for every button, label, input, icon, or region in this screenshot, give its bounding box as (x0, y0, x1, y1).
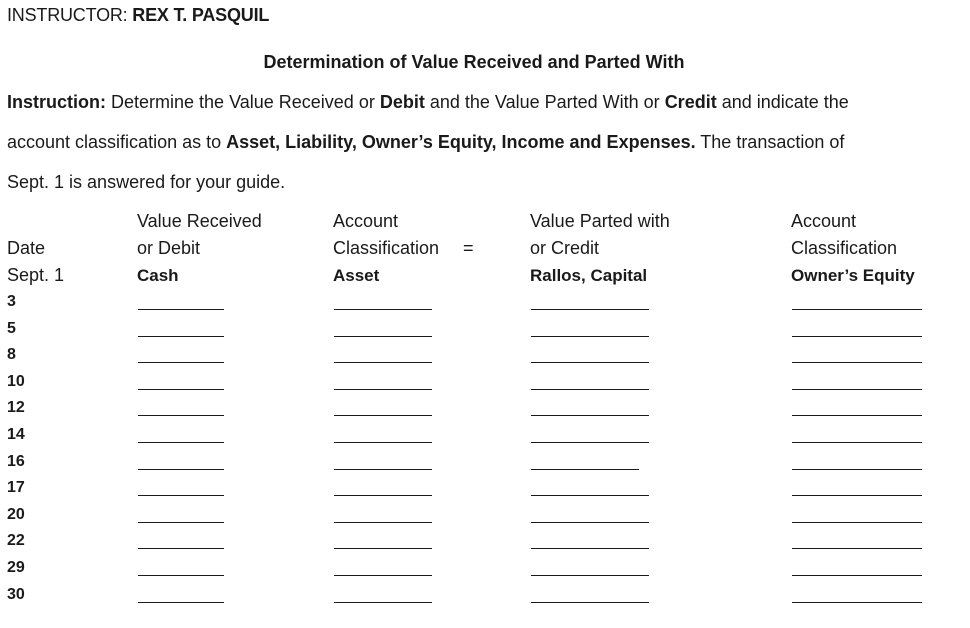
credit-blank (531, 415, 649, 416)
instructor-name: REX T. PASQUIL (132, 5, 270, 25)
row-date: 5 (7, 319, 16, 337)
account-classification-header-line1: Account (791, 211, 857, 231)
credit-blank (531, 309, 649, 310)
value-received-header-line1: Value Received (137, 211, 262, 231)
credit-classification-blank (792, 415, 922, 416)
debit-classification-blank (334, 495, 432, 496)
debit-blank (138, 336, 224, 337)
classification-list: Asset, Liability, Owner’s Equity, Income and Expenses. (226, 132, 696, 152)
instruction-text: and the Value Parted With or (429, 92, 660, 112)
debit-blank (138, 495, 224, 496)
instruction-text: account classification as to (7, 132, 222, 152)
credit-blank (531, 442, 649, 443)
debit-blank (138, 442, 224, 443)
debit-blank (138, 522, 224, 523)
debit-classification-blank (334, 575, 432, 576)
row-date: 30 (7, 585, 25, 603)
row-date: 22 (7, 532, 25, 550)
debit-classification-blank (334, 336, 432, 337)
row-date: 16 (7, 452, 25, 470)
equals-sign: = (463, 238, 474, 258)
credit-classification-blank (792, 442, 922, 443)
row-date: 12 (7, 399, 25, 417)
credit-blank (531, 362, 649, 363)
value-parted-header-line2: or Credit (530, 238, 600, 258)
date-header: Date (7, 238, 46, 258)
instruction-line-3: Sept. 1 is answered for your guide. (7, 172, 286, 192)
credit-blank (531, 389, 649, 390)
credit-classification-blank (792, 469, 922, 470)
account-classification-header-line2: Classification (333, 238, 440, 258)
value-received-header-line2: or Debit (137, 238, 201, 258)
row-date: 17 (7, 479, 25, 497)
debit-classification-blank (334, 548, 432, 549)
row-date: 10 (7, 372, 25, 390)
debit-classification-blank (334, 442, 432, 443)
debit-classification-blank (334, 309, 432, 310)
page-title: Determination of Value Received and Parted With (263, 52, 685, 72)
instructor-line (7, 5, 269, 26)
debit-blank (138, 575, 224, 576)
account-classification-header-line2: Classification (791, 238, 898, 258)
credit-classification-blank (792, 309, 922, 310)
credit-blank (531, 602, 649, 603)
debit-blank (138, 362, 224, 363)
debit-classification-blank (334, 602, 432, 603)
row-date: 29 (7, 559, 25, 576)
example-debit-classification: Asset (333, 266, 380, 285)
credit-classification-blank (792, 495, 922, 496)
credit-blank (531, 469, 639, 470)
credit-classification-blank (792, 522, 922, 523)
row-date: 20 (7, 505, 25, 523)
example-date: Sept. 1 (7, 265, 65, 285)
credit-classification-blank (792, 548, 922, 549)
debit-blank (138, 602, 224, 603)
instruction-text: Determine the Value Received or (111, 92, 375, 112)
example-debit: Cash (137, 266, 179, 285)
instruction-line-1 (7, 92, 849, 113)
credit-classification-blank (792, 602, 922, 603)
credit-blank (531, 336, 649, 337)
credit-blank (531, 548, 649, 549)
credit-blank (531, 575, 649, 576)
account-classification-header-line1: Account (333, 211, 399, 231)
credit-classification-blank (792, 362, 922, 363)
debit-blank (138, 415, 224, 416)
instruction-text: The transaction of (700, 132, 845, 152)
instruction-text: and indicate the (721, 92, 849, 112)
debit-term: Debit (379, 92, 425, 112)
credit-classification-blank (792, 336, 922, 337)
example-credit-classification: Owner’s Equity (791, 266, 915, 285)
row-date: 3 (7, 293, 16, 310)
debit-blank (138, 309, 224, 310)
instructor-label: INSTRUCTOR: (7, 5, 128, 25)
debit-blank (138, 548, 224, 549)
credit-term: Credit (664, 92, 717, 112)
debit-classification-blank (334, 415, 432, 416)
row-date: 14 (7, 426, 25, 443)
row-date: 8 (7, 346, 16, 364)
credit-blank (531, 495, 649, 496)
debit-classification-blank (334, 469, 432, 470)
instruction-label: Instruction: (7, 92, 106, 112)
credit-classification-blank (792, 389, 922, 390)
credit-blank (531, 522, 649, 523)
debit-classification-blank (334, 389, 432, 390)
debit-blank (138, 389, 224, 390)
debit-blank (138, 469, 224, 470)
value-parted-header-line1: Value Parted with (530, 211, 670, 231)
instruction-line-2 (7, 132, 844, 153)
debit-classification-blank (334, 522, 432, 523)
credit-classification-blank (792, 575, 922, 576)
example-credit: Rallos, Capital (530, 266, 648, 285)
debit-classification-blank (334, 362, 432, 363)
